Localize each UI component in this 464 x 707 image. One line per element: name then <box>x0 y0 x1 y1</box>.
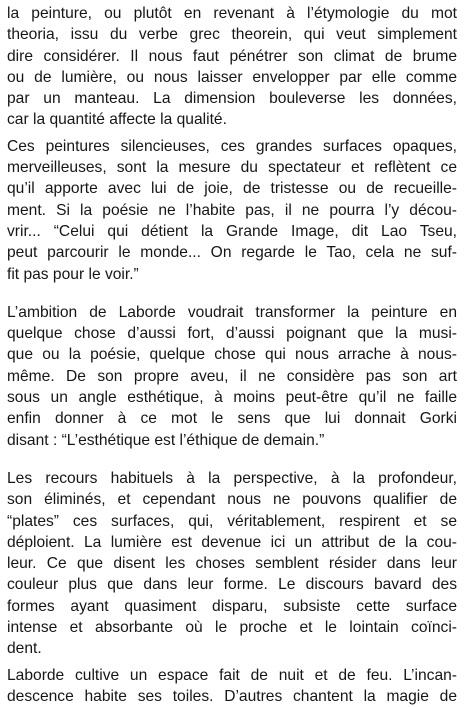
text-line: enfin donner à ce mot le sens que lui donnait Gorki <box>7 410 457 428</box>
text-line: dent. <box>7 640 42 658</box>
text-line: la peinture, ou plutôt en revenant à l’étymologie du mot <box>7 5 457 22</box>
paragraph-4 <box>7 468 457 660</box>
text-line: “plates” ces surfaces, qui, véritablement, respirent et se <box>7 512 457 530</box>
text-line: qu’il apporte avec lui de joie, de tristesse ou de recueille- <box>7 180 457 198</box>
text-line: quelque chose d’aussi fort, d’aussi poignant que la musi- <box>7 325 457 343</box>
text-line: theoria, issu du verbe grec theorein, qui veut simplement <box>7 26 457 44</box>
text-line: ou de lumière, ou nous laisser envelopper par elle comme <box>7 68 457 86</box>
text-line: dire considérer. Il nous faut pénétrer son climat de brume <box>7 47 457 65</box>
text-line: Les recours habituels à la perspective, à la profondeur, <box>7 469 457 487</box>
text-line: formes ayant quasiment disparu, subsiste cette surface <box>7 597 457 615</box>
text-line: car la quantité affecte la qualité. <box>7 111 227 129</box>
text-line: sous un angle esthétique, à moins peut-être qu’il ne faille <box>7 389 457 407</box>
paragraph-3 <box>7 302 457 451</box>
text-line: vrir... “Celui qui détient la Grande Image, dit Lao Tseu, <box>7 222 457 240</box>
text-line: Laborde cultive un espace fait de nuit et de feu. L’incan- <box>7 666 457 684</box>
text-line: disant : “L’esthétique est l’éthique de demain.” <box>7 431 325 449</box>
text-line: intense et absorbante où le proche et le lointain coïnci- <box>7 619 457 637</box>
text-line: fit pas pour le voir.” <box>7 265 139 283</box>
text-line: Ces peintures silencieuses, ces grandes surfaces opaques, <box>7 137 457 155</box>
paragraph-5 <box>7 665 457 707</box>
text-line: que ou la poésie, quelque chose qui nous arrache à nous- <box>7 346 457 364</box>
text-line: même. De son propre aveu, il ne considère pas son art <box>7 367 457 385</box>
text-line: descence habite ses toiles. D’autres chantent la magie de <box>7 687 457 705</box>
text-line: son éliminés, et cependant nous ne pouvons qualifier de <box>7 491 457 509</box>
text-line: couleur plus que dans leur forme. Le discours bavard des <box>7 576 457 594</box>
text-line: déploient. La lumière est devenue ici un attribut de la cou- <box>7 533 457 551</box>
text-line: L’ambition de Laborde voudrait transformer la peinture en <box>7 303 457 321</box>
paragraph-2 <box>7 136 457 285</box>
paragraph-1 <box>7 3 457 131</box>
text-line: peut parcourir le monde... On regarde le Tao, cela ne suf- <box>7 244 457 262</box>
document-page <box>7 3 457 707</box>
text-line: merveilleuses, sont la mesure du spectateur et reflètent ce <box>7 159 457 177</box>
text-line: par un manteau. La dimension bouleverse les données, <box>7 90 457 108</box>
text-line: leur. Ce que disent les choses semblent résider dans leur <box>7 555 457 573</box>
text-line: ment. Si la poésie ne l’habite pas, il ne pourra l’y décou- <box>7 201 457 219</box>
